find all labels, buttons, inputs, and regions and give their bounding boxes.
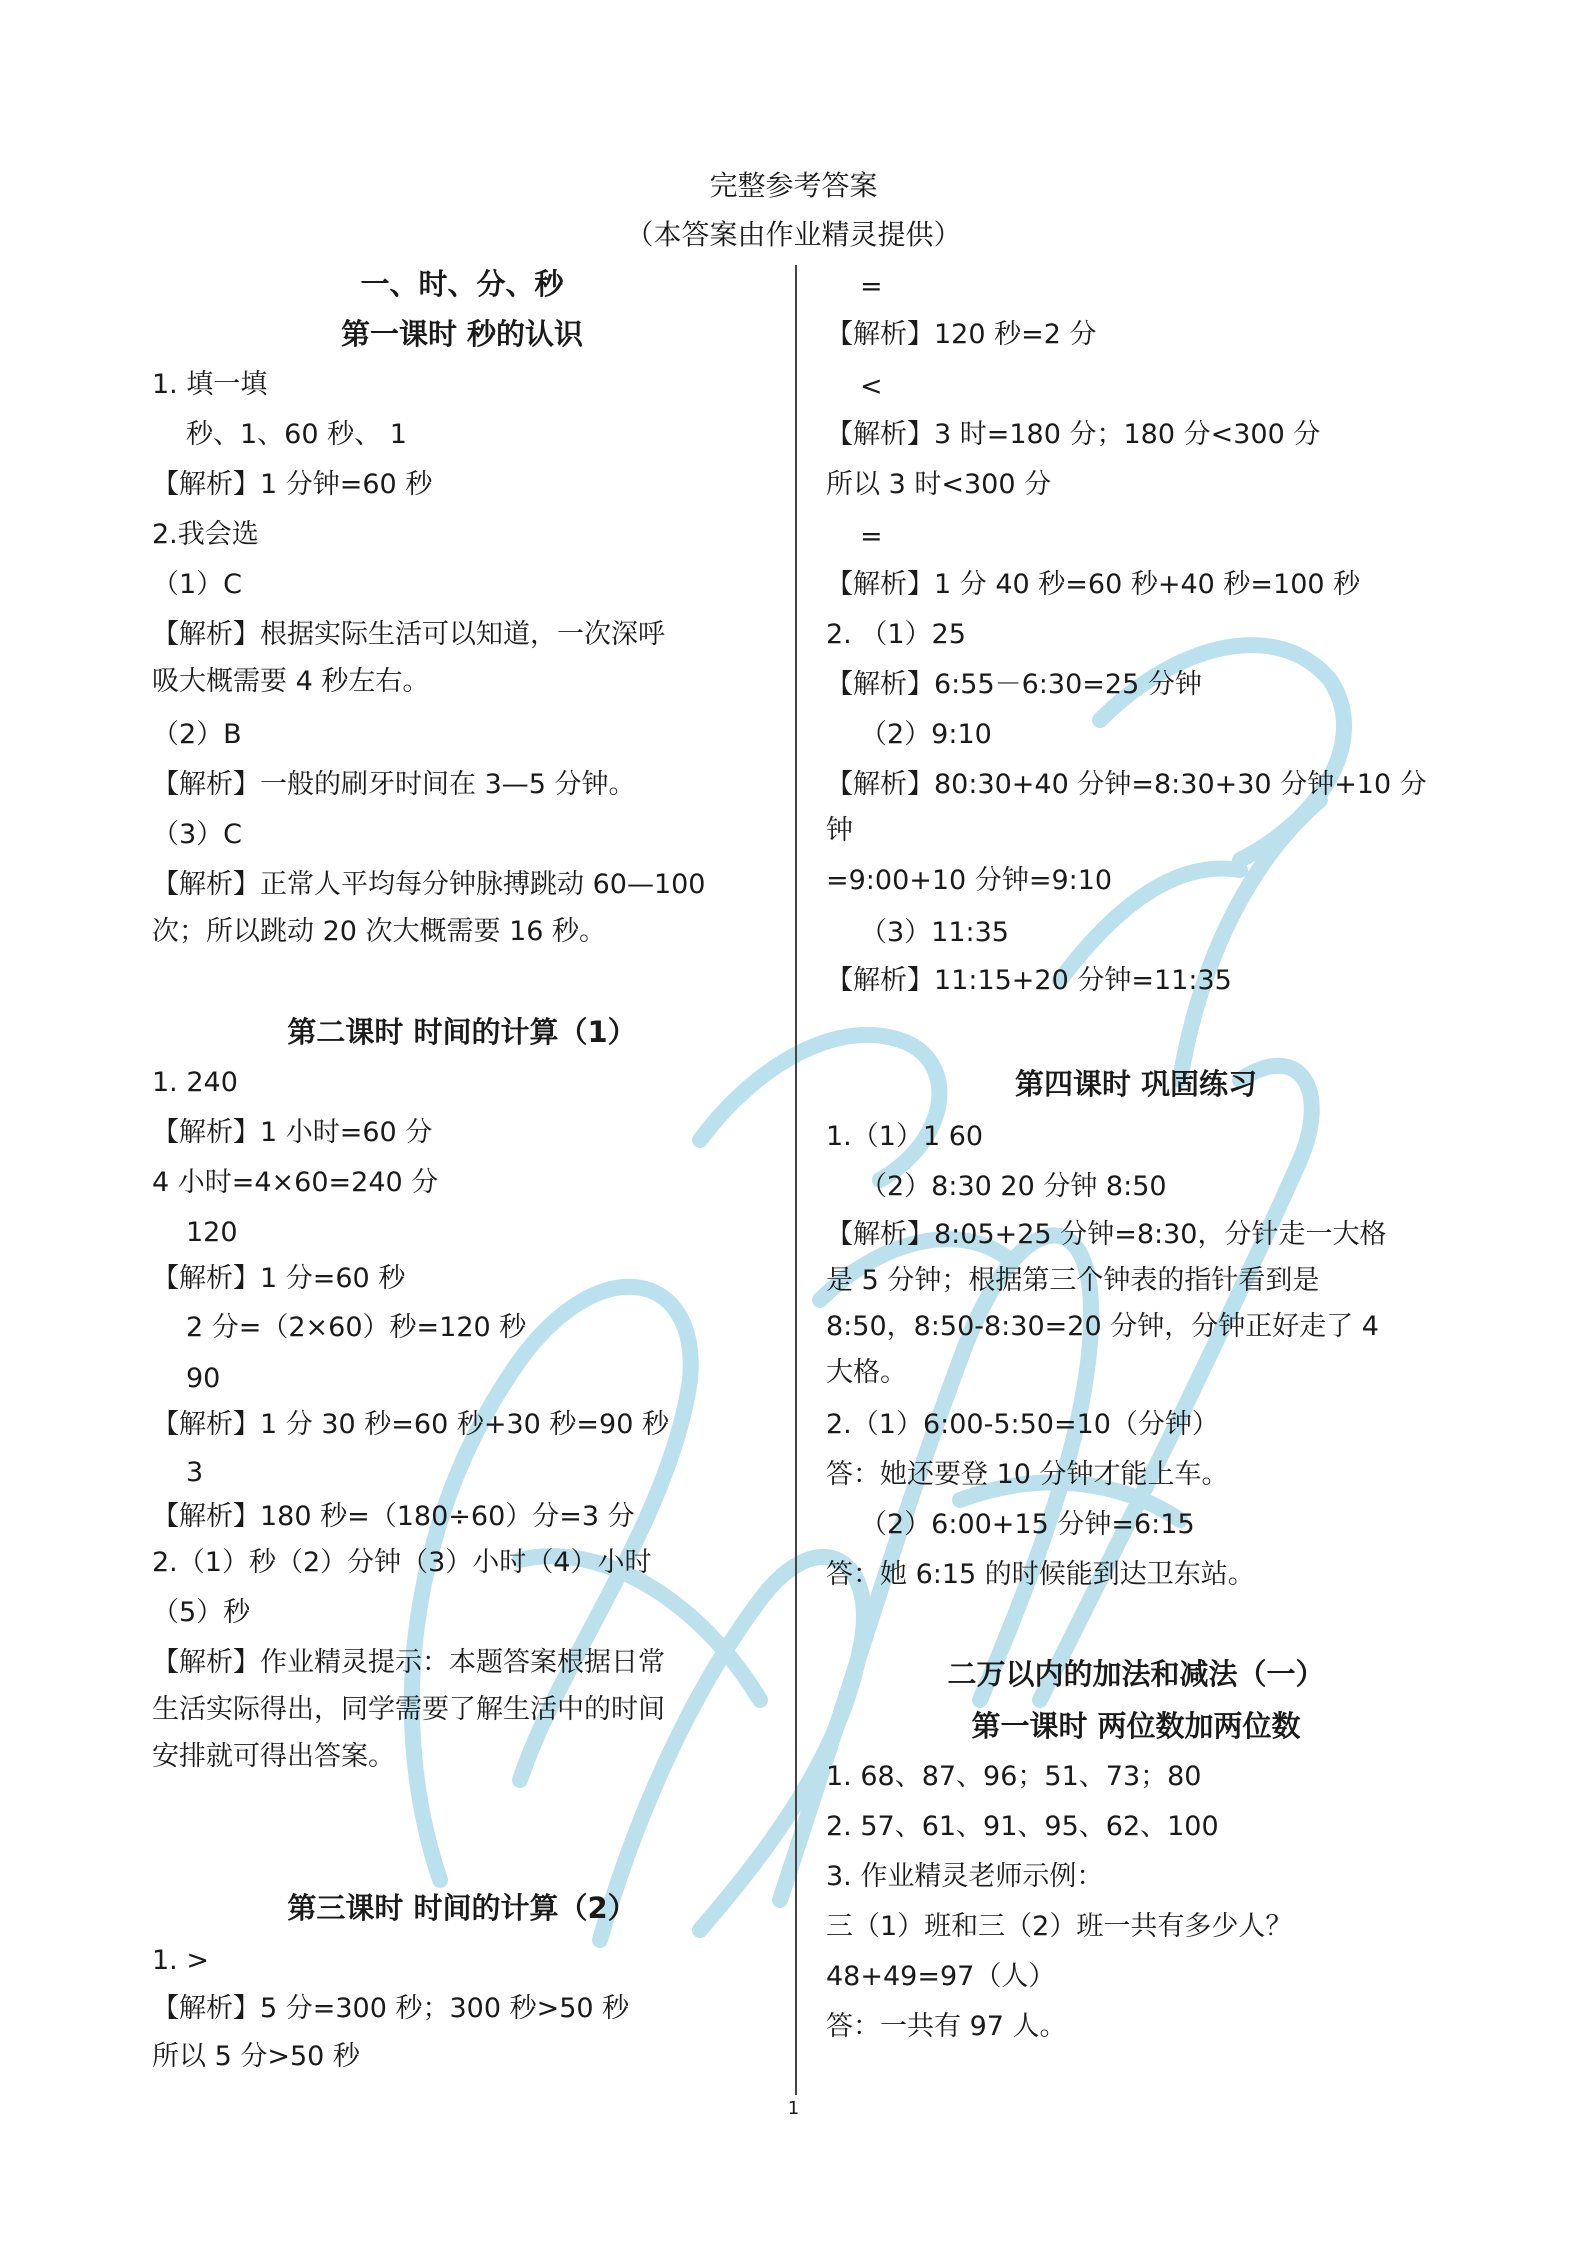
answer-line: = (860, 521, 883, 552)
answer-line: （3）11:35 (860, 917, 1009, 948)
answer-line: 90 (186, 1363, 221, 1394)
analysis-line: 【解析】8:05+25 分钟=8:30，分针走一大格 (826, 1219, 1387, 1250)
analysis-line: 【解析】6:55－6:30=25 分钟 (826, 669, 1202, 700)
answer-line: 1. 填一填 (152, 369, 268, 400)
analysis-line: 【解析】5 分=300 秒；300 秒>50 秒 (152, 1993, 630, 2024)
answer-line: （2）6:00+15 分钟=6:15 (860, 1509, 1195, 1540)
answer-line: 答：她 6:15 的时候能到达卫东站。 (826, 1559, 1255, 1590)
lesson-heading: 第三课时 时间的计算（2） (287, 1891, 637, 1925)
page-number: 1 (787, 2098, 800, 2119)
analysis-line: 4 小时=4×60=240 分 (152, 1167, 439, 1198)
analysis-line: 【解析】3 时=180 分；180 分<300 分 (826, 419, 1321, 450)
analysis-line: 生活实际得出，同学需要了解生活中的时间 (152, 1694, 665, 1725)
answer-line: 2. （1）25 (826, 619, 966, 650)
document-subtitle: （本答案由作业精灵提供） (625, 218, 962, 251)
answer-line: 2.我会选 (152, 519, 259, 550)
answer-line: （5）秒 (152, 1597, 251, 1628)
analysis-line: 【解析】一般的刷牙时间在 3—5 分钟。 (152, 769, 636, 800)
answer-line: 1. > (152, 1945, 209, 1976)
answer-line: 48+49=97（人） (826, 1961, 1056, 1992)
answer-line: （2）B (152, 719, 242, 750)
analysis-line: 【解析】1 分钟=60 秒 (152, 469, 433, 500)
analysis-line: 8:50，8:50-8:30=20 分钟，分钟正好走了 4 (826, 1311, 1379, 1342)
analysis-line: 【解析】作业精灵提示：本题答案根据日常 (152, 1647, 665, 1678)
answer-line: 2. 57、61、91、95、62、100 (826, 1811, 1219, 1842)
analysis-line: 所以 3 时<300 分 (826, 469, 1052, 500)
analysis-line: 【解析】120 秒=2 分 (826, 319, 1097, 350)
analysis-line: 所以 5 分>50 秒 (152, 2041, 360, 2072)
analysis-line: 钟 (826, 815, 853, 846)
answer-line: 3 (186, 1457, 204, 1488)
answer-line: 120 (186, 1217, 238, 1248)
analysis-line: 安排就可得出答案。 (152, 1741, 395, 1772)
answer-line: < (860, 371, 883, 402)
analysis-line: 【解析】正常人平均每分钟脉搏跳动 60—100 (152, 869, 706, 900)
answer-line: 1.（1）1 60 (826, 1121, 984, 1152)
answer-line: 答：一共有 97 人。 (826, 2011, 1067, 2042)
lesson-heading: 第二课时 时间的计算（1） (287, 1015, 637, 1049)
unit-heading: 一、时、分、秒 (360, 267, 564, 301)
analysis-line: 是 5 分钟；根据第三个钟表的指针看到是 (826, 1265, 1320, 1296)
lesson-heading: 第一课时 秒的认识 (340, 317, 584, 351)
analysis-line: 【解析】1 分 30 秒=60 秒+30 秒=90 秒 (152, 1409, 669, 1440)
unit-heading: 二万以内的加法和减法（一） (947, 1657, 1325, 1691)
analysis-line: 【解析】1 小时=60 分 (152, 1117, 433, 1148)
lesson-heading: 第四课时 巩固练习 (1014, 1067, 1258, 1101)
analysis-line: 【解析】1 分 40 秒=60 秒+40 秒=100 秒 (826, 569, 1361, 600)
answer-line: 2.（1）6:00-5:50=10（分钟） (826, 1409, 1219, 1440)
analysis-line: 【解析】180 秒=（180÷60）分=3 分 (152, 1501, 635, 1532)
analysis-line: 【解析】80:30+40 分钟=8:30+30 分钟+10 分 (826, 769, 1427, 800)
answer-line: 1. 240 (152, 1067, 238, 1098)
column-divider (795, 265, 797, 2095)
lesson-heading: 第一课时 两位数加两位数 (971, 1709, 1301, 1743)
analysis-line: 2 分=（2×60）秒=120 秒 (186, 1312, 527, 1343)
analysis-line: 【解析】11:15+20 分钟=11:35 (826, 965, 1232, 996)
answer-line: 2.（1）秒（2）分钟（3）小时（4）小时 (152, 1547, 652, 1578)
answer-line: （2）8:30 20 分钟 8:50 (860, 1171, 1167, 1202)
answer-line: 答：她还要登 10 分钟才能上车。 (826, 1459, 1229, 1490)
answer-line: （3）C (152, 819, 243, 850)
answer-line: = (860, 271, 883, 302)
answer-line: 3. 作业精灵老师示例： (826, 1861, 1104, 1892)
analysis-line: 次；所以跳动 20 次大概需要 16 秒。 (152, 916, 607, 947)
answer-line: （2）9:10 (860, 719, 992, 750)
document-title: 完整参考答案 (709, 169, 878, 202)
analysis-line: 吸大概需要 4 秒左右。 (152, 666, 430, 697)
analysis-line: =9:00+10 分钟=9:10 (826, 865, 1113, 896)
answer-line: （1）C (152, 569, 243, 600)
analysis-line: 【解析】根据实际生活可以知道，一次深呼 (152, 619, 665, 650)
answer-line: 三（1）班和三（2）班一共有多少人？ (826, 1911, 1293, 1942)
answer-line: 1. 68、87、96；51、73；80 (826, 1761, 1202, 1792)
answer-line: 秒、1、60 秒、 1 (186, 419, 407, 450)
analysis-line: 大格。 (826, 1357, 907, 1388)
analysis-line: 【解析】1 分=60 秒 (152, 1263, 406, 1294)
